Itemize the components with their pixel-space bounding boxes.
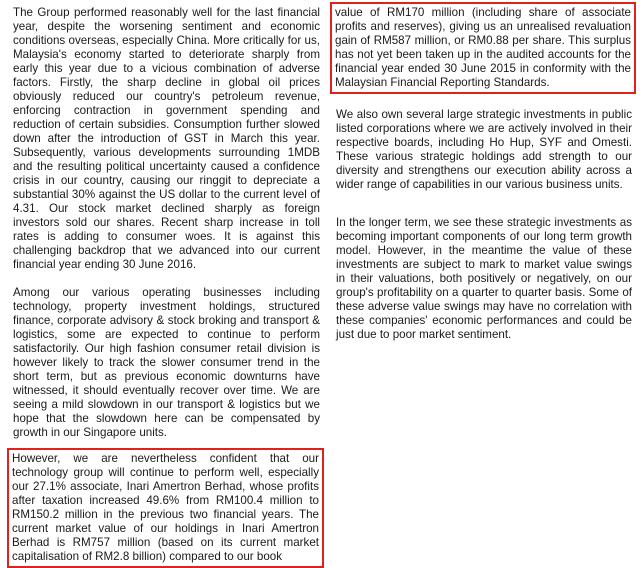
right-column [326, 0, 640, 342]
highlight-box-technology [7, 448, 324, 568]
paragraph-technology-group: However, we are nevertheless confident that our technology group will continue to perform well, especially our 27.1% associate, Inari Amertron Berhad, whose profits after taxation increased 49.6% from RM100.4 million to RM150.2 million in the previous two financial years. The current market value of our holdings in Inari Amertron Berhad is RM757 million (based on its current market capitalisation of RM2.8 billion) compared to our book [12, 452, 319, 563]
paragraph-long-term-outlook: In the longer term, we see these strategic investments as becoming important components of our long term growth model. However, in the meantime the value of these investments are subject to mark to market value swings in their valuations, both positively or negatively, on our group's profitability on a quarter to quarter basis. Some of these adverse value swings may have no correlation with these companies' economic performances and could be just due to poor market sentiment. [336, 216, 632, 341]
highlight-box-revaluation [330, 2, 636, 94]
paragraph-strategic-investments: We also own several large strategic investments in public listed corporations where we are actively involved in their respective boards, including Ho Hup, SYF and Omesti. These various strategic holdings add strength to our diversity and strengthens our execution ability across a wider range of capabilities in our various business units. [336, 108, 632, 191]
paragraph-operating-businesses: Among our various operating businesses including technology, property investment holdings, structured finance, corporate advisory & stock broking and transport & logistics, some are expected to continue to perform satisfactorily. Our high fashion consumer retail division is however likely to track the slower consumer trend in the short term, but as previous economic downturns have witnessed, it should eventually recover over time. We are seeing a mild slowdown in our transport & logistics but we hope that the slowdown here can be compensated by growth in our Singapore units. [13, 286, 320, 439]
paragraph-economic-overview: The Group performed reasonably well for the last financial year, despite the worsening sentiment and economic conditions overseas, especially China. More critically for us, Malaysia's economy started to deteriorate sharply from early this year due to a vicious combination of adverse factors. Firstly, the sharp decline in global oil prices obviously reduced our country's petroleum revenue, enforcing contraction in government spending and reduction of certain subsidies. Consumption further slowed down after the introduction of GST in March this year. Subsequently, various developments surrounding 1MDB and the resulting political uncertainty caused a confidence crisis in our country, causing our ringgit to depreciate a substantial 30% against the US dollar to the current level of 4.31. Our stock market declined sharply as foreign investors sold our shares. Recent sharp increase in toll rates is adding to consumer woes. It is against this challenging backdrop that we advanced into our current financial year ending 30 June 2016. [13, 6, 320, 271]
paragraph-revaluation-gain: value of RM170 million (including share of associate profits and reserves), giving us an unrealised revaluation gain of RM587 million, or RM0.88 per share. This surplus has not yet been taken up in the audited accounts for the financial year ended 30 June 2015 in conformity with the Malaysian Financial Reporting Standards. [335, 6, 631, 89]
